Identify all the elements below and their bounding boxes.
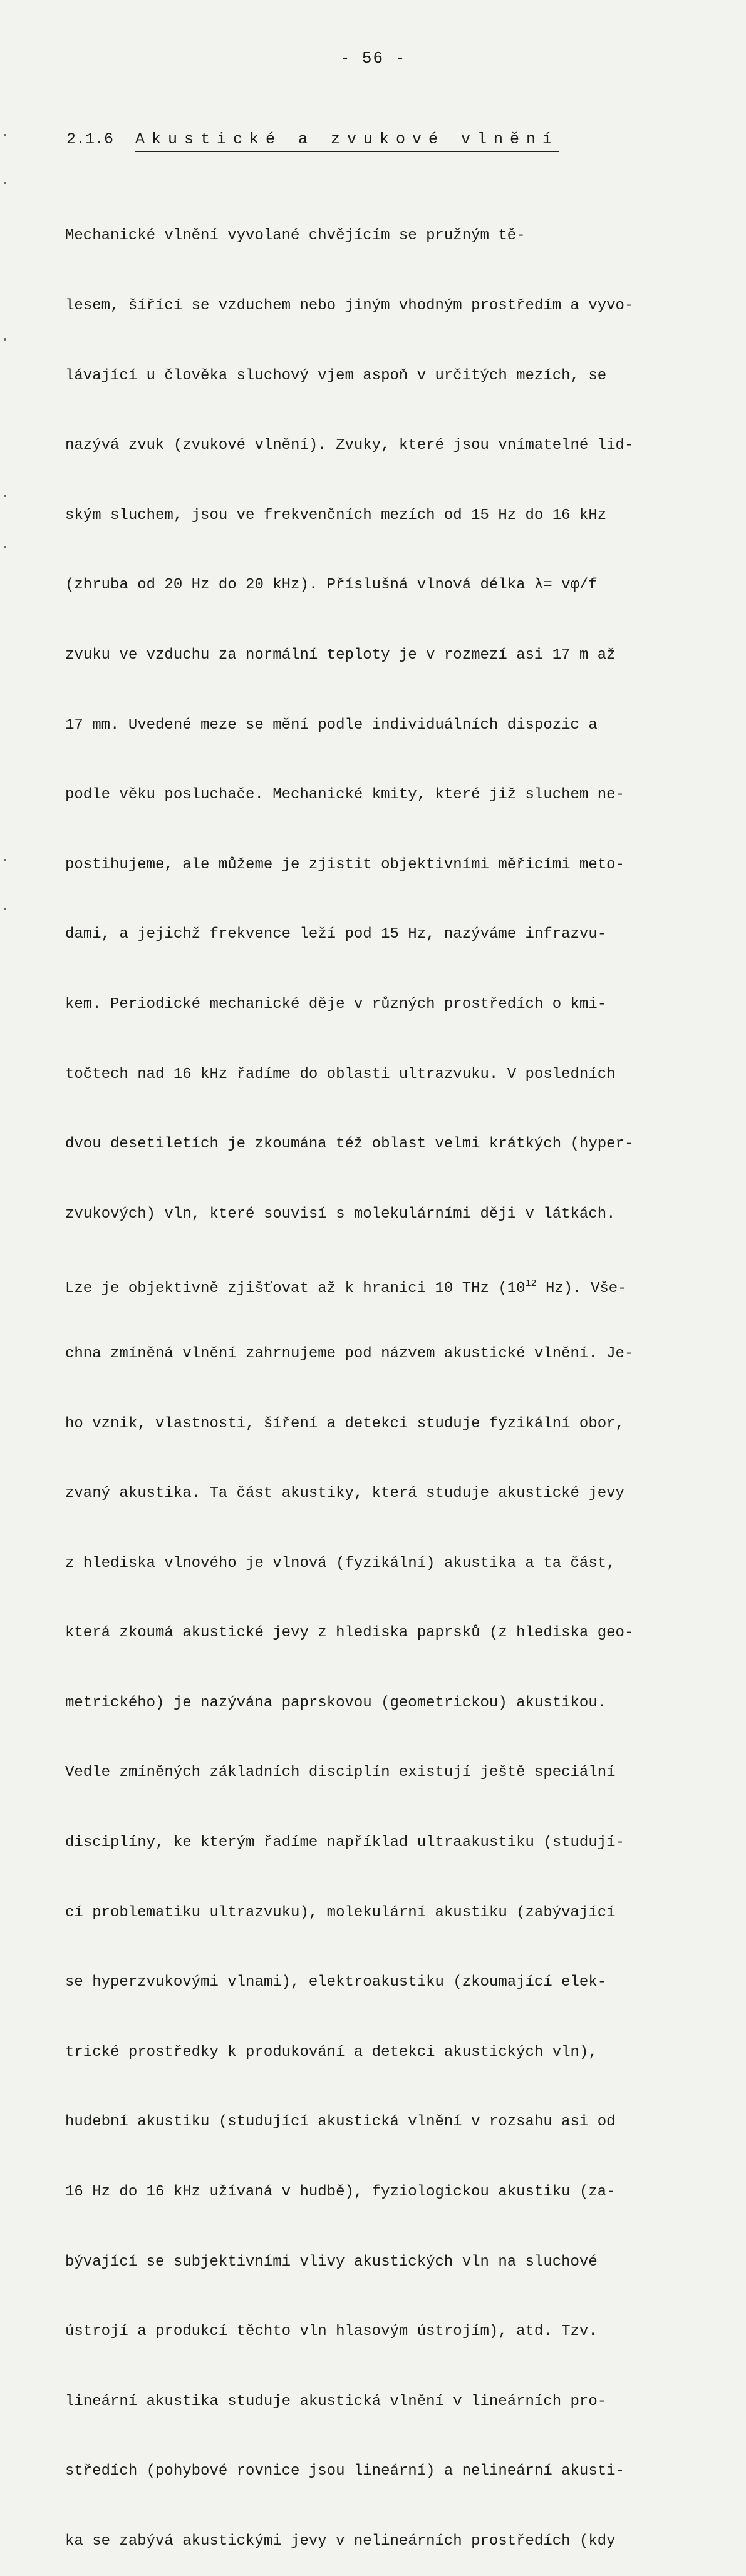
text-line: 17 mm. Uvedené meze se mění podle individuálních dispozic a <box>65 716 598 734</box>
margin-dot <box>4 338 6 341</box>
text-line: se hyperzvukovými vlnami), elektroakustiku (zkoumající elek- <box>65 1974 607 1991</box>
text-line: podle věku posluchače. Mechanické kmity, které již sluchem ne- <box>65 786 624 804</box>
text-line: ským sluchem, jsou ve frekvenčních mezích od 15 Hz do 16 kHz <box>65 506 607 524</box>
text-line: která zkoumá akustické jevy z hlediska paprsků (z hlediska geo- <box>65 1624 634 1642</box>
text-line: lineární akustika studuje akustická vlnění v lineárních pro- <box>65 2393 607 2410</box>
margin-dot <box>4 859 6 861</box>
margin-dot <box>4 182 6 184</box>
text-line: hudební akustiku (studující akustická vlnění v rozsahu asi od <box>65 2113 616 2131</box>
margin-dot <box>4 908 6 910</box>
margin-dot <box>4 134 6 136</box>
text-line: lávající u člověka sluchový vjem aspoň v určitých mezích, se <box>65 367 607 384</box>
text-line: Vedle zmíněných základních disciplín existují ještě speciální <box>65 1764 616 1782</box>
section-title: Akustické a zvukové vlnění <box>135 130 559 152</box>
text-line: nazývá zvuk (zvukové vlnění). Zvuky, které jsou vnímatelné lid- <box>65 437 634 454</box>
margin-dot <box>4 546 6 548</box>
text-line-with-exponent <box>65 1272 666 1298</box>
text-line-start: Lze je objektivně zjišťovat až k hranici 10 THz (10 <box>65 1280 526 1298</box>
text-line: ho vznik, vlastnosti, šíření a detekci studuje fyzikální obor, <box>65 1415 624 1432</box>
text-line: bývající se subjektivními vlivy akustických vln na sluchové <box>65 2253 598 2271</box>
text-line: 16 Hz do 16 kHz užívaná v hudbě), fyziologickou akustiku (za- <box>65 2183 616 2201</box>
text-line: ústrojí a produkcí těchto vln hlasovým ústrojím), atd. Tzv. <box>65 2323 598 2341</box>
text-line: středích (pohybové rovnice jsou lineární) a nelineární akusti- <box>65 2463 624 2480</box>
text-line: kem. Periodické mechanické děje v různých prostředích o kmi- <box>65 995 607 1013</box>
text-line: dvou desetiletích je zkoumána též oblast velmi krátkých (hyper- <box>65 1136 634 1153</box>
text-line: ka se zabývá akustickými jevy v nelineárních prostředích (kdy <box>65 2533 616 2550</box>
text-line: z hlediska vlnového je vlnová (fyzikální) akustika a ta část, <box>65 1554 616 1572</box>
text-line: zvaný akustika. Ta část akustiky, která studuje akustické jevy <box>65 1485 624 1502</box>
text-line: točtech nad 16 kHz řadíme do oblasti ultrazvuku. V posledních <box>65 1065 616 1083</box>
text-line: (zhruba od 20 Hz do 20 kHz). Příslušná vlnová délka λ= vφ/f <box>65 577 598 594</box>
body-paragraph <box>65 178 666 2576</box>
text-line-end: Hz). Vše- <box>536 1280 627 1298</box>
text-line: disciplíny, ke kterým řadíme například ultraakustiku (studují- <box>65 1834 624 1852</box>
text-line: Mechanické vlnění vyvolané chvějícím se pružným tě- <box>65 227 526 245</box>
page-number: - 56 - <box>339 49 407 68</box>
text-line: cí problematiku ultrazvuku), molekulární akustiku (zabývající <box>65 1904 616 1921</box>
text-line: metrického) je nazývána paprskovou (geometrickou) akustikou. <box>65 1694 607 1711</box>
text-line: postihujeme, ale můžeme je zjistit objektivními měřicími meto- <box>65 856 624 873</box>
text-line: chna zmíněná vlnění zahrnujeme pod názvem akustické vlnění. Je- <box>65 1345 634 1362</box>
exponent: 12 <box>525 1278 537 1290</box>
section-heading <box>66 130 658 148</box>
section-number: 2.1.6 <box>66 130 114 148</box>
text-line: dami, a jejichž frekvence leží pod 15 Hz, nazýváme infrazvu- <box>65 926 607 943</box>
margin-dot <box>4 495 6 497</box>
text-line: zvukových) vln, které souvisí s molekulárními ději v látkách. <box>65 1205 616 1223</box>
text-line: lesem, šířící se vzduchem nebo jiným vhodným prostředím a vyvo- <box>65 297 634 314</box>
text-line: zvuku ve vzduchu za normální teploty je v rozmezí asi 17 m až <box>65 646 616 664</box>
text-line: trické prostředky k produkování a detekci akustických vln), <box>65 2043 598 2061</box>
